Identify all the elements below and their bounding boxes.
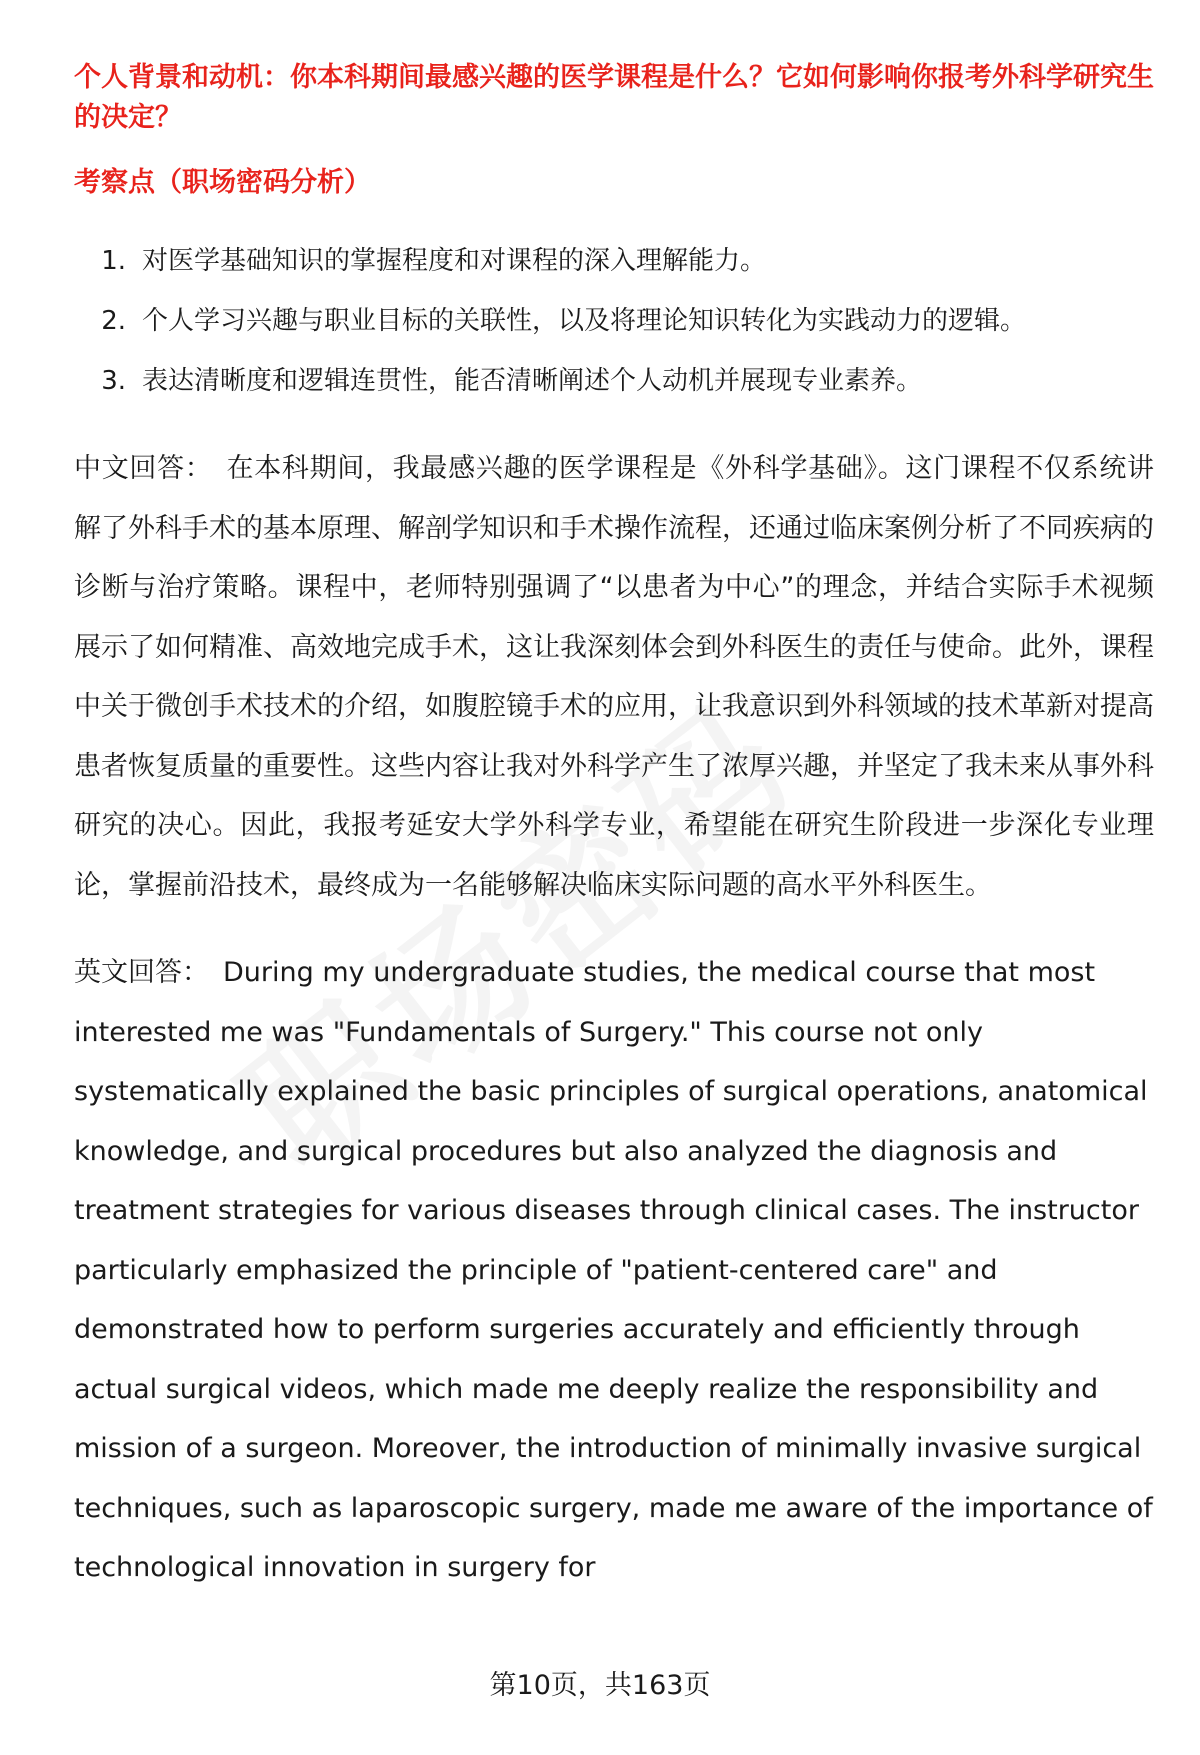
english-answer-label: 英文回答： (74, 957, 209, 988)
page-number: 第10页，共163页 (489, 1670, 711, 1701)
english-answer (74, 943, 1154, 1598)
list-item-number: 2. (101, 306, 126, 336)
list-item-text: 对医学基础知识的掌握程度和对课程的深入理解能力。 (142, 246, 767, 276)
list-item-number: 1. (101, 246, 126, 276)
list-item (74, 291, 1154, 351)
list-item-number: 3. (101, 366, 126, 396)
content (74, 58, 1154, 1598)
english-answer-text: During my undergraduate studies, the medical course that most interested me was "Fundamentals of Surgery." This course not only systematically explained the basic principles of surgical operations, anatomical knowledge, and surgical procedures but also analyzed the diagnosis and treatment strategies for various diseases through clinical cases. The instructor particularly emphasized the principle of "patient-centered care" and demonstrated how to perform surgeries accurately and efficiently through actual surgical videos, which made me deeply realize the responsibility and mission of a surgeon. Moreover, the introduction of minimally invasive surgical techniques, such as laparoscopic surgery, made me aware of the importance of technological innovation in surgery for (74, 957, 1153, 1583)
question-heading: 个人背景和动机：你本科期间最感兴趣的医学课程是什么？它如何影响你报考外科学研究生的决定？ (74, 62, 1154, 133)
chinese-answer (74, 439, 1154, 915)
list-item (74, 231, 1154, 291)
list-item-text: 个人学习兴趣与职业目标的关联性，以及将理论知识转化为实践动力的逻辑。 (142, 306, 1027, 336)
list-item (74, 351, 1154, 411)
section-title: 考察点（职场密码分析） (74, 167, 371, 198)
list-item-text: 表达清晰度和逻辑连贯性，能否清晰阐述个人动机并展现专业素养。 (142, 366, 923, 396)
chinese-answer-text: 在本科期间，我最感兴趣的医学课程是《外科学基础》。这门课程不仅系统讲解了外科手术的基本原理、解剖学知识和手术操作流程，还通过临床案例分析了不同疾病的诊断与治疗策略。课程中，老师特别强调了“以患者为中心”的理念，并结合实际手术视频展示了如何精准、高效地完成手术，这让我深刻体会到外科医生的责任与使命。此外，课程中关于微创手术技术的介绍，如腹腔镜手术的应用，让我意识到外科领域的技术革新对提高患者恢复质量的重要性。这些内容让我对外科学产生了浓厚兴趣，并坚定了我未来从事外科研究的决心。因此，我报考延安大学外科学专业，希望能在研究生阶段进一步深化专业理论，掌握前沿技术，最终成为一名能够解决临床实际问题的高水平外科医生。 (74, 453, 1155, 901)
points-list (74, 231, 1154, 411)
chinese-answer-label: 中文回答： (74, 453, 213, 484)
